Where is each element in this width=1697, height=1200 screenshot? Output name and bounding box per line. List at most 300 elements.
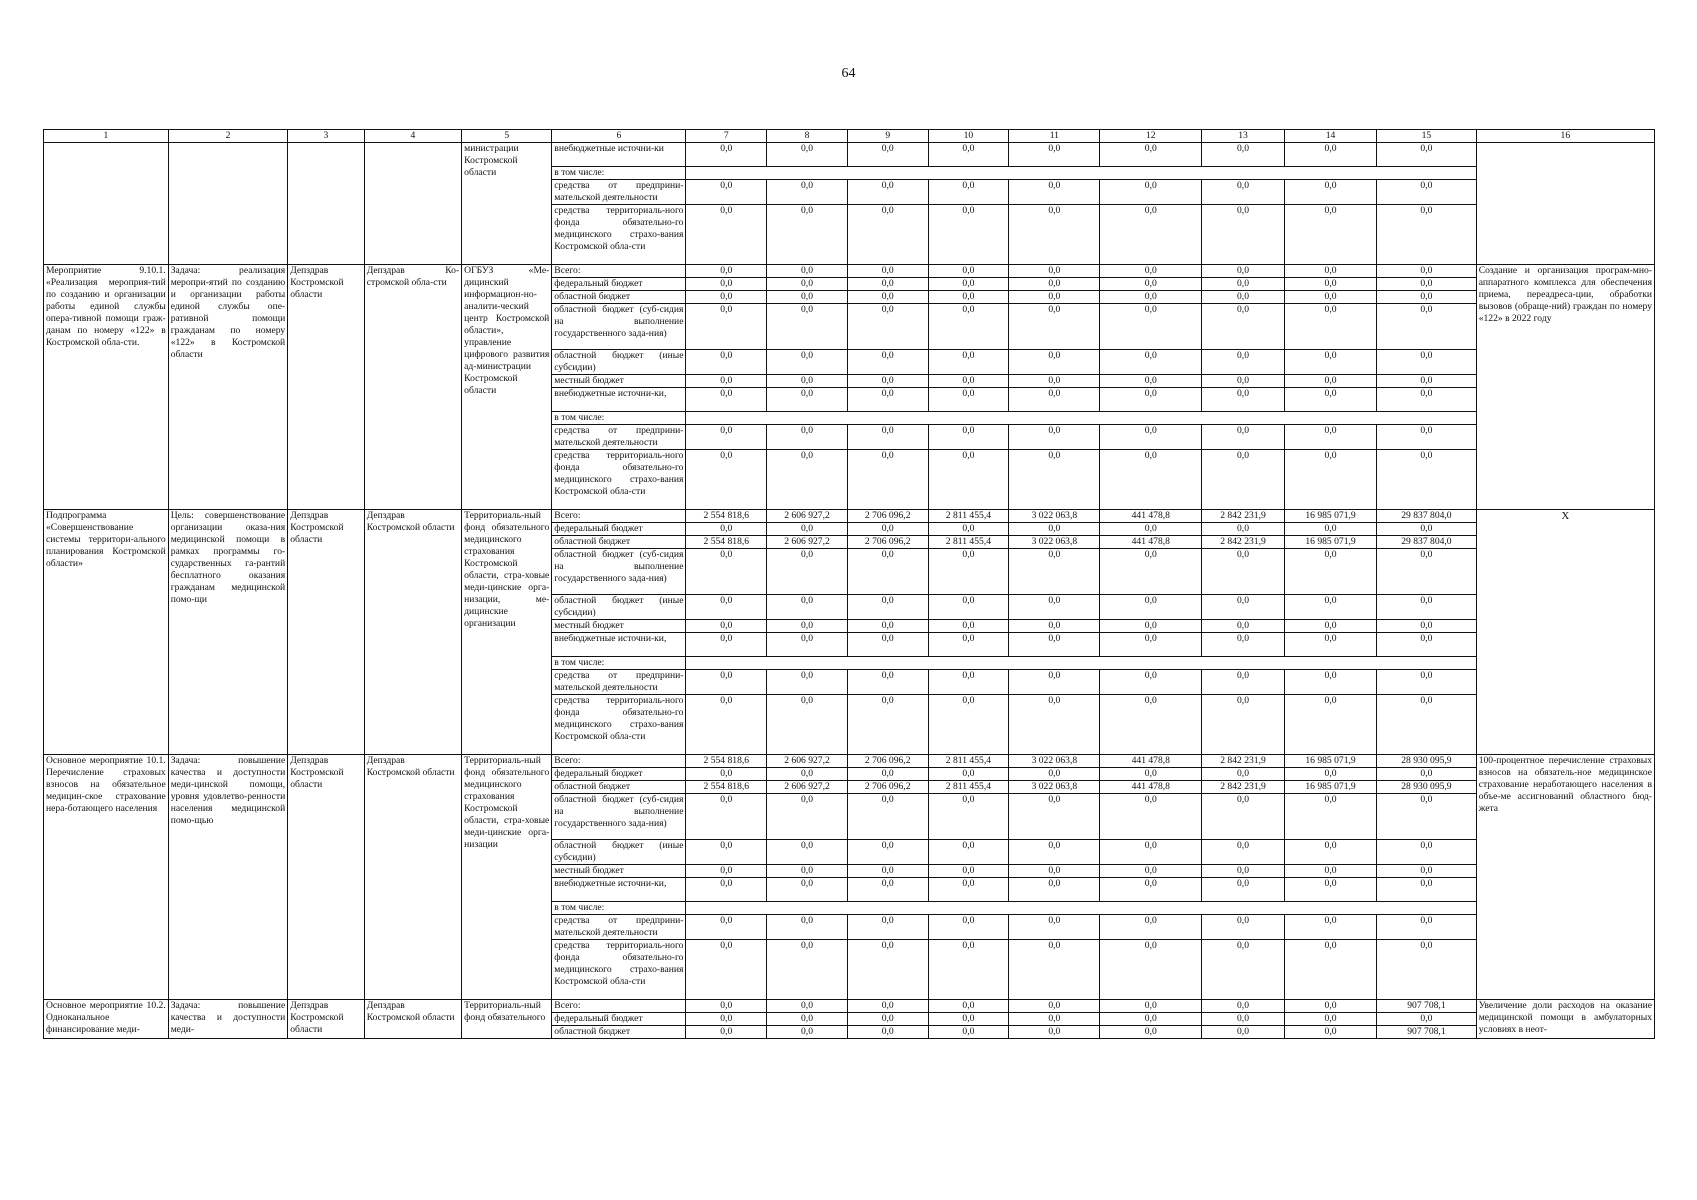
table-row bbox=[44, 143, 1655, 167]
amount-cell: 0,0 bbox=[1009, 768, 1100, 781]
funding-source: Всего: bbox=[552, 755, 686, 768]
amount-cell: 0,0 bbox=[1284, 265, 1376, 278]
amount-cell: 0,0 bbox=[1100, 840, 1202, 865]
amount-cell: 0,0 bbox=[1009, 620, 1100, 633]
column-number: 13 bbox=[1202, 130, 1285, 143]
amount-cell: 0,0 bbox=[1009, 695, 1100, 755]
amount-cell: 29 837 804,0 bbox=[1377, 536, 1477, 549]
amount-cell: 0,0 bbox=[847, 1000, 928, 1013]
amount-cell: 0,0 bbox=[1009, 143, 1100, 167]
amount-cell: 0,0 bbox=[847, 388, 928, 412]
amount-cell: 0,0 bbox=[767, 1000, 848, 1013]
amount-cell: 0,0 bbox=[1284, 143, 1376, 167]
amount-cell: 0,0 bbox=[847, 425, 928, 450]
amount-cell: 0,0 bbox=[1284, 425, 1376, 450]
amount-cell: 0,0 bbox=[847, 205, 928, 265]
column-4-text: Депздрав Костромской области bbox=[364, 755, 461, 1000]
amount-cell: 0,0 bbox=[928, 670, 1009, 695]
funding-source: в том числе: bbox=[552, 902, 686, 915]
amount-cell: 0,0 bbox=[1284, 915, 1376, 940]
amount-cell: 0,0 bbox=[1377, 794, 1477, 840]
amount-cell: 0,0 bbox=[686, 620, 767, 633]
amount-cell: 0,0 bbox=[767, 375, 848, 388]
result-description: Увеличение доли расходов на оказание медицинской помощи в амбулаторных условиях в неот- bbox=[1476, 1000, 1654, 1039]
column-number: 5 bbox=[462, 130, 552, 143]
amount-cell: 0,0 bbox=[1284, 865, 1376, 878]
column-1-text: Основное мероприятие 10.2. Одноканальное финансирование меди- bbox=[44, 1000, 169, 1039]
column-4-text: Депздрав Костромской области bbox=[364, 1000, 461, 1039]
amount-cell: 0,0 bbox=[847, 865, 928, 878]
amount-cell: 0,0 bbox=[686, 878, 767, 902]
amount-cell: 0,0 bbox=[1377, 350, 1477, 375]
funding-source: областной бюджет (суб-сидия на выполнение государственного зада-ния) bbox=[552, 794, 686, 840]
amount-cell: 0,0 bbox=[928, 265, 1009, 278]
amount-cell: 2 606 927,2 bbox=[767, 536, 848, 549]
amount-cell: 0,0 bbox=[1100, 350, 1202, 375]
amount-cell: 0,0 bbox=[1009, 523, 1100, 536]
amount-cell: 2 811 455,4 bbox=[928, 755, 1009, 768]
amount-cell: 0,0 bbox=[1009, 794, 1100, 840]
amount-cell: 0,0 bbox=[928, 620, 1009, 633]
amount-cell: 0,0 bbox=[1284, 794, 1376, 840]
amount-cell: 0,0 bbox=[1009, 450, 1100, 510]
amount-cell: 0,0 bbox=[686, 388, 767, 412]
column-number: 2 bbox=[168, 130, 287, 143]
amount-cell: 0,0 bbox=[1100, 523, 1202, 536]
amount-cell: 0,0 bbox=[686, 1013, 767, 1026]
amount-cell: 0,0 bbox=[1100, 633, 1202, 657]
column-2-text bbox=[168, 143, 287, 265]
amount-cell: 441 478,8 bbox=[1100, 781, 1202, 794]
amount-cell: 0,0 bbox=[1284, 878, 1376, 902]
amount-cell: 0,0 bbox=[847, 595, 928, 620]
column-3-text: Депздрав Костромской области bbox=[288, 1000, 365, 1039]
amount-cell: 0,0 bbox=[1202, 915, 1285, 940]
amount-cell: 0,0 bbox=[847, 549, 928, 595]
column-2-text: Задача: повышение качества и доступности меди-цинской помощи, уровня удовлетво-ренности населения медицинской помо-щью bbox=[168, 755, 287, 1000]
amount-cell: 0,0 bbox=[1377, 205, 1477, 265]
amount-cell: 0,0 bbox=[928, 291, 1009, 304]
amount-cell: 0,0 bbox=[847, 375, 928, 388]
amount-cell: 0,0 bbox=[767, 549, 848, 595]
amount-cell: 0,0 bbox=[767, 291, 848, 304]
amount-cell: 0,0 bbox=[1377, 375, 1477, 388]
amount-cell: 0,0 bbox=[686, 549, 767, 595]
amount-cell: 0,0 bbox=[1202, 375, 1285, 388]
amount-cell: 2 554 818,6 bbox=[686, 755, 767, 768]
amount-cell: 2 606 927,2 bbox=[767, 781, 848, 794]
amount-cell: 0,0 bbox=[1202, 940, 1285, 1000]
amount-cell: 0,0 bbox=[1284, 278, 1376, 291]
amount-cell: 0,0 bbox=[1284, 388, 1376, 412]
column-number: 3 bbox=[288, 130, 365, 143]
funding-source: областной бюджет (иные субсидии) bbox=[552, 840, 686, 865]
amount-cell: 0,0 bbox=[847, 794, 928, 840]
amount-cell: 0,0 bbox=[686, 304, 767, 350]
amount-cell: 0,0 bbox=[847, 350, 928, 375]
amount-cell: 0,0 bbox=[847, 915, 928, 940]
amount-cell: 0,0 bbox=[686, 940, 767, 1000]
amount-cell: 0,0 bbox=[1377, 180, 1477, 205]
amount-cell: 3 022 063,8 bbox=[1009, 781, 1100, 794]
amount-cell: 0,0 bbox=[1284, 180, 1376, 205]
amount-cell: 0,0 bbox=[767, 304, 848, 350]
amount-cell: 0,0 bbox=[1202, 205, 1285, 265]
table-row bbox=[44, 1000, 1655, 1013]
column-number: 1 bbox=[44, 130, 169, 143]
amount-cell: 0,0 bbox=[928, 865, 1009, 878]
amount-cell: 0,0 bbox=[847, 304, 928, 350]
funding-source: областной бюджет bbox=[552, 291, 686, 304]
amount-cell: 16 985 071,9 bbox=[1284, 755, 1376, 768]
table-row bbox=[44, 510, 1655, 523]
amount-cell: 0,0 bbox=[1202, 1000, 1285, 1013]
amount-cell: 0,0 bbox=[1377, 695, 1477, 755]
amount-cell: 0,0 bbox=[1100, 878, 1202, 902]
amount-cell: 0,0 bbox=[1100, 265, 1202, 278]
amount-cell: 0,0 bbox=[1100, 388, 1202, 412]
amount-cell: 0,0 bbox=[1202, 794, 1285, 840]
amount-cell: 2 811 455,4 bbox=[928, 536, 1009, 549]
funding-source: федеральный бюджет bbox=[552, 768, 686, 781]
amount-cell: 441 478,8 bbox=[1100, 755, 1202, 768]
amount-cell: 2 606 927,2 bbox=[767, 755, 848, 768]
amount-cell: 2 842 231,9 bbox=[1202, 536, 1285, 549]
amount-cell: 0,0 bbox=[1377, 840, 1477, 865]
amount-cell: 0,0 bbox=[1284, 523, 1376, 536]
amount-cell: 0,0 bbox=[928, 388, 1009, 412]
column-number: 14 bbox=[1284, 130, 1376, 143]
column-1-text: Мероприятие 9.10.1. «Реализация мероприя-тий по созданию и организации работы единой службы опера-тивной помощи граж-данам по номеру «122» в Костромской обла-сти. bbox=[44, 265, 169, 510]
column-2-text: Задача: повышение качества и доступности меди- bbox=[168, 1000, 287, 1039]
amount-cell: 0,0 bbox=[1202, 878, 1285, 902]
amount-cell: 0,0 bbox=[1009, 425, 1100, 450]
amount-cell: 0,0 bbox=[928, 549, 1009, 595]
amount-cell: 0,0 bbox=[1009, 278, 1100, 291]
column-3-text: Депздрав Костромской области bbox=[288, 265, 365, 510]
amount-cell: 0,0 bbox=[847, 878, 928, 902]
funding-source: внебюджетные источни-ки, bbox=[552, 388, 686, 412]
amount-cell: 0,0 bbox=[928, 695, 1009, 755]
funding-source: Всего: bbox=[552, 265, 686, 278]
amount-cell: 0,0 bbox=[1284, 940, 1376, 1000]
amount-cell: 0,0 bbox=[767, 278, 848, 291]
amount-cell: 2 811 455,4 bbox=[928, 510, 1009, 523]
column-1-text: Основное мероприятие 10.1. Перечисление страховых взносов на обязательное медицин-ское страхование нера-ботающего населения bbox=[44, 755, 169, 1000]
funding-source: местный бюджет bbox=[552, 620, 686, 633]
amount-cell: 0,0 bbox=[767, 878, 848, 902]
amount-cell: 0,0 bbox=[1284, 670, 1376, 695]
amount-cell: 0,0 bbox=[686, 278, 767, 291]
column-5-text: ОГБУЗ «Ме-дицинский информацион-но-аналити-ческий центр Костромской области», управление цифрового развития ад-министрации Костромской области bbox=[462, 265, 552, 510]
amount-cell: 0,0 bbox=[767, 450, 848, 510]
amount-cell: 0,0 bbox=[767, 940, 848, 1000]
amount-cell: 0,0 bbox=[1202, 450, 1285, 510]
amount-cell: 0,0 bbox=[1377, 768, 1477, 781]
amount-cell: 441 478,8 bbox=[1100, 510, 1202, 523]
amount-cell: 0,0 bbox=[1284, 291, 1376, 304]
amount-cell: 0,0 bbox=[1284, 840, 1376, 865]
column-number: 10 bbox=[928, 130, 1009, 143]
amount-cell: 0,0 bbox=[767, 794, 848, 840]
amount-cell: 0,0 bbox=[1284, 350, 1376, 375]
amount-cell: 2 554 818,6 bbox=[686, 781, 767, 794]
funding-source: внебюджетные источни-ки, bbox=[552, 633, 686, 657]
amount-cell: 0,0 bbox=[686, 291, 767, 304]
amount-cell: 0,0 bbox=[1284, 205, 1376, 265]
amount-cell: 2 706 096,2 bbox=[847, 781, 928, 794]
amount-cell: 0,0 bbox=[1100, 1026, 1202, 1039]
empty-cell bbox=[686, 657, 1476, 670]
column-number: 6 bbox=[552, 130, 686, 143]
amount-cell: 0,0 bbox=[686, 205, 767, 265]
amount-cell: 0,0 bbox=[1100, 278, 1202, 291]
funding-source: средства от предприни-мательской деятельности bbox=[552, 180, 686, 205]
column-5-text: Территориаль-ный фонд обязательного bbox=[462, 1000, 552, 1039]
amount-cell: 0,0 bbox=[767, 425, 848, 450]
amount-cell: 0,0 bbox=[767, 595, 848, 620]
amount-cell: 0,0 bbox=[686, 350, 767, 375]
amount-cell: 0,0 bbox=[767, 865, 848, 878]
amount-cell: 0,0 bbox=[1202, 670, 1285, 695]
amount-cell: 0,0 bbox=[1100, 695, 1202, 755]
amount-cell: 0,0 bbox=[1284, 304, 1376, 350]
amount-cell: 0,0 bbox=[686, 180, 767, 205]
amount-cell: 0,0 bbox=[1100, 1013, 1202, 1026]
amount-cell: 0,0 bbox=[1100, 620, 1202, 633]
amount-cell: 0,0 bbox=[1377, 425, 1477, 450]
amount-cell: 0,0 bbox=[1202, 865, 1285, 878]
amount-cell: 3 022 063,8 bbox=[1009, 536, 1100, 549]
amount-cell: 16 985 071,9 bbox=[1284, 536, 1376, 549]
amount-cell: 28 930 095,9 bbox=[1377, 755, 1477, 768]
amount-cell: 0,0 bbox=[1100, 180, 1202, 205]
amount-cell: 0,0 bbox=[1284, 1000, 1376, 1013]
amount-cell: 0,0 bbox=[1377, 620, 1477, 633]
amount-cell: 907 708,1 bbox=[1377, 1026, 1477, 1039]
amount-cell: 0,0 bbox=[686, 1000, 767, 1013]
amount-cell: 0,0 bbox=[767, 350, 848, 375]
amount-cell: 0,0 bbox=[1377, 304, 1477, 350]
amount-cell: 0,0 bbox=[1009, 205, 1100, 265]
amount-cell: 907 708,1 bbox=[1377, 1000, 1477, 1013]
amount-cell: 0,0 bbox=[767, 695, 848, 755]
funding-source: в том числе: bbox=[552, 657, 686, 670]
amount-cell: 0,0 bbox=[1202, 840, 1285, 865]
amount-cell: 0,0 bbox=[1100, 143, 1202, 167]
amount-cell: 0,0 bbox=[847, 265, 928, 278]
funding-source: федеральный бюджет bbox=[552, 278, 686, 291]
amount-cell: 0,0 bbox=[1009, 265, 1100, 278]
amount-cell: 0,0 bbox=[928, 425, 1009, 450]
amount-cell: 0,0 bbox=[928, 794, 1009, 840]
amount-cell: 0,0 bbox=[847, 695, 928, 755]
budget-table bbox=[43, 129, 1655, 1039]
amount-cell: 0,0 bbox=[847, 940, 928, 1000]
amount-cell: 0,0 bbox=[686, 633, 767, 657]
amount-cell: 0,0 bbox=[928, 180, 1009, 205]
funding-source: областной бюджет bbox=[552, 1026, 686, 1039]
amount-cell: 0,0 bbox=[928, 278, 1009, 291]
column-number: 9 bbox=[847, 130, 928, 143]
amount-cell: 0,0 bbox=[686, 794, 767, 840]
amount-cell: 0,0 bbox=[767, 523, 848, 536]
amount-cell: 0,0 bbox=[686, 595, 767, 620]
amount-cell: 0,0 bbox=[1202, 523, 1285, 536]
amount-cell: 0,0 bbox=[1284, 595, 1376, 620]
amount-cell: 0,0 bbox=[1100, 549, 1202, 595]
amount-cell: 0,0 bbox=[1009, 915, 1100, 940]
amount-cell: 0,0 bbox=[1009, 350, 1100, 375]
amount-cell: 0,0 bbox=[1100, 375, 1202, 388]
amount-cell: 2 706 096,2 bbox=[847, 755, 928, 768]
funding-source: средства территориаль-ного фонда обязательно-го медицинского страхо-вания Костромской обла-сти bbox=[552, 940, 686, 1000]
amount-cell: 0,0 bbox=[928, 1000, 1009, 1013]
amount-cell: 0,0 bbox=[1202, 1026, 1285, 1039]
amount-cell: 0,0 bbox=[686, 450, 767, 510]
funding-source: средства территориаль-ного фонда обязательно-го медицинского страхо-вания Костромской обла-сти bbox=[552, 205, 686, 265]
amount-cell: 0,0 bbox=[1377, 278, 1477, 291]
amount-cell: 0,0 bbox=[928, 1013, 1009, 1026]
amount-cell: 0,0 bbox=[767, 1013, 848, 1026]
amount-cell: 0,0 bbox=[928, 915, 1009, 940]
amount-cell: 0,0 bbox=[1202, 1013, 1285, 1026]
column-2-text: Цель: совершенствование организации оказа-ния медицинской помощи в рамках программы го-сударственных га-рантий бесплатного оказания гражданам медицинской помо-щи bbox=[168, 510, 287, 755]
funding-source: областной бюджет (суб-сидия на выполнение государственного зада-ния) bbox=[552, 304, 686, 350]
amount-cell: 0,0 bbox=[1100, 670, 1202, 695]
amount-cell: 2 706 096,2 bbox=[847, 510, 928, 523]
amount-cell: 0,0 bbox=[1202, 388, 1285, 412]
amount-cell: 0,0 bbox=[1377, 265, 1477, 278]
funding-source: в том числе: bbox=[552, 167, 686, 180]
amount-cell: 0,0 bbox=[1284, 695, 1376, 755]
column-5-text: Территориаль-ный фонд обязательного медицинского страхования Костромской области, стра-ховые меди-цинские орга-низации bbox=[462, 755, 552, 1000]
amount-cell: 0,0 bbox=[1009, 670, 1100, 695]
funding-source: средства территориаль-ного фонда обязательно-го медицинского страхо-вания Костромской обла-сти bbox=[552, 695, 686, 755]
column-number: 16 bbox=[1476, 130, 1654, 143]
result-description: Х bbox=[1476, 510, 1654, 755]
amount-cell: 2 842 231,9 bbox=[1202, 755, 1285, 768]
amount-cell: 0,0 bbox=[686, 523, 767, 536]
amount-cell: 0,0 bbox=[1202, 143, 1285, 167]
funding-source: федеральный бюджет bbox=[552, 523, 686, 536]
page-number: 64 bbox=[841, 66, 856, 81]
amount-cell: 29 837 804,0 bbox=[1377, 510, 1477, 523]
amount-cell: 0,0 bbox=[928, 450, 1009, 510]
amount-cell: 0,0 bbox=[767, 1026, 848, 1039]
amount-cell: 0,0 bbox=[1284, 768, 1376, 781]
amount-cell: 0,0 bbox=[1100, 865, 1202, 878]
amount-cell: 0,0 bbox=[686, 915, 767, 940]
amount-cell: 0,0 bbox=[847, 278, 928, 291]
amount-cell: 0,0 bbox=[686, 143, 767, 167]
amount-cell: 0,0 bbox=[1009, 549, 1100, 595]
amount-cell: 0,0 bbox=[686, 865, 767, 878]
amount-cell: 0,0 bbox=[1202, 304, 1285, 350]
amount-cell: 0,0 bbox=[1009, 865, 1100, 878]
amount-cell: 0,0 bbox=[1202, 425, 1285, 450]
amount-cell: 0,0 bbox=[928, 350, 1009, 375]
amount-cell: 0,0 bbox=[847, 143, 928, 167]
funding-source: средства от предприни-мательской деятельности bbox=[552, 425, 686, 450]
amount-cell: 2 811 455,4 bbox=[928, 781, 1009, 794]
amount-cell: 0,0 bbox=[1284, 1013, 1376, 1026]
amount-cell: 0,0 bbox=[1009, 1013, 1100, 1026]
amount-cell: 0,0 bbox=[1377, 1013, 1477, 1026]
amount-cell: 2 606 927,2 bbox=[767, 510, 848, 523]
column-4-text: Депздрав Костромской области bbox=[364, 510, 461, 755]
amount-cell: 0,0 bbox=[1100, 450, 1202, 510]
amount-cell: 0,0 bbox=[1202, 549, 1285, 595]
funding-source: местный бюджет bbox=[552, 375, 686, 388]
amount-cell: 0,0 bbox=[847, 768, 928, 781]
amount-cell: 0,0 bbox=[928, 143, 1009, 167]
amount-cell: 0,0 bbox=[1284, 450, 1376, 510]
amount-cell: 0,0 bbox=[1009, 375, 1100, 388]
empty-cell bbox=[686, 412, 1476, 425]
amount-cell: 0,0 bbox=[1100, 291, 1202, 304]
amount-cell: 0,0 bbox=[847, 450, 928, 510]
amount-cell: 0,0 bbox=[928, 633, 1009, 657]
funding-source: областной бюджет (суб-сидия на выполнение государственного зада-ния) bbox=[552, 549, 686, 595]
column-number: 7 bbox=[686, 130, 767, 143]
amount-cell: 0,0 bbox=[686, 768, 767, 781]
amount-cell: 0,0 bbox=[1009, 595, 1100, 620]
amount-cell: 0,0 bbox=[1377, 595, 1477, 620]
amount-cell: 2 842 231,9 bbox=[1202, 510, 1285, 523]
amount-cell: 0,0 bbox=[1284, 549, 1376, 595]
column-1-text bbox=[44, 143, 169, 265]
column-5-text: министрации Костромской области bbox=[462, 143, 552, 265]
amount-cell: 0,0 bbox=[767, 265, 848, 278]
column-4-text: Депздрав Ко-стромской обла-сти bbox=[364, 265, 461, 510]
amount-cell: 28 930 095,9 bbox=[1377, 781, 1477, 794]
funding-source: средства от предприни-мательской деятельности bbox=[552, 670, 686, 695]
amount-cell: 0,0 bbox=[686, 1026, 767, 1039]
amount-cell: 16 985 071,9 bbox=[1284, 510, 1376, 523]
column-3-text: Депздрав Костромской области bbox=[288, 510, 365, 755]
amount-cell: 0,0 bbox=[686, 695, 767, 755]
amount-cell: 0,0 bbox=[1202, 620, 1285, 633]
amount-cell: 0,0 bbox=[1100, 304, 1202, 350]
amount-cell: 0,0 bbox=[1100, 1000, 1202, 1013]
amount-cell: 441 478,8 bbox=[1100, 536, 1202, 549]
amount-cell: 0,0 bbox=[847, 633, 928, 657]
amount-cell: 0,0 bbox=[847, 180, 928, 205]
funding-source: областной бюджет bbox=[552, 536, 686, 549]
amount-cell: 0,0 bbox=[1284, 633, 1376, 657]
amount-cell: 0,0 bbox=[767, 840, 848, 865]
amount-cell: 0,0 bbox=[1009, 940, 1100, 1000]
amount-cell: 0,0 bbox=[1202, 595, 1285, 620]
amount-cell: 0,0 bbox=[767, 915, 848, 940]
amount-cell: 0,0 bbox=[928, 840, 1009, 865]
amount-cell: 0,0 bbox=[767, 205, 848, 265]
amount-cell: 0,0 bbox=[847, 670, 928, 695]
amount-cell: 0,0 bbox=[686, 670, 767, 695]
column-4-text bbox=[364, 143, 461, 265]
amount-cell: 0,0 bbox=[1377, 633, 1477, 657]
amount-cell: 2 842 231,9 bbox=[1202, 781, 1285, 794]
amount-cell: 0,0 bbox=[928, 940, 1009, 1000]
amount-cell: 0,0 bbox=[1100, 940, 1202, 1000]
amount-cell: 0,0 bbox=[1284, 620, 1376, 633]
amount-cell: 0,0 bbox=[1100, 915, 1202, 940]
amount-cell: 0,0 bbox=[1377, 143, 1477, 167]
amount-cell: 0,0 bbox=[928, 304, 1009, 350]
amount-cell: 0,0 bbox=[1377, 670, 1477, 695]
amount-cell: 0,0 bbox=[1377, 388, 1477, 412]
